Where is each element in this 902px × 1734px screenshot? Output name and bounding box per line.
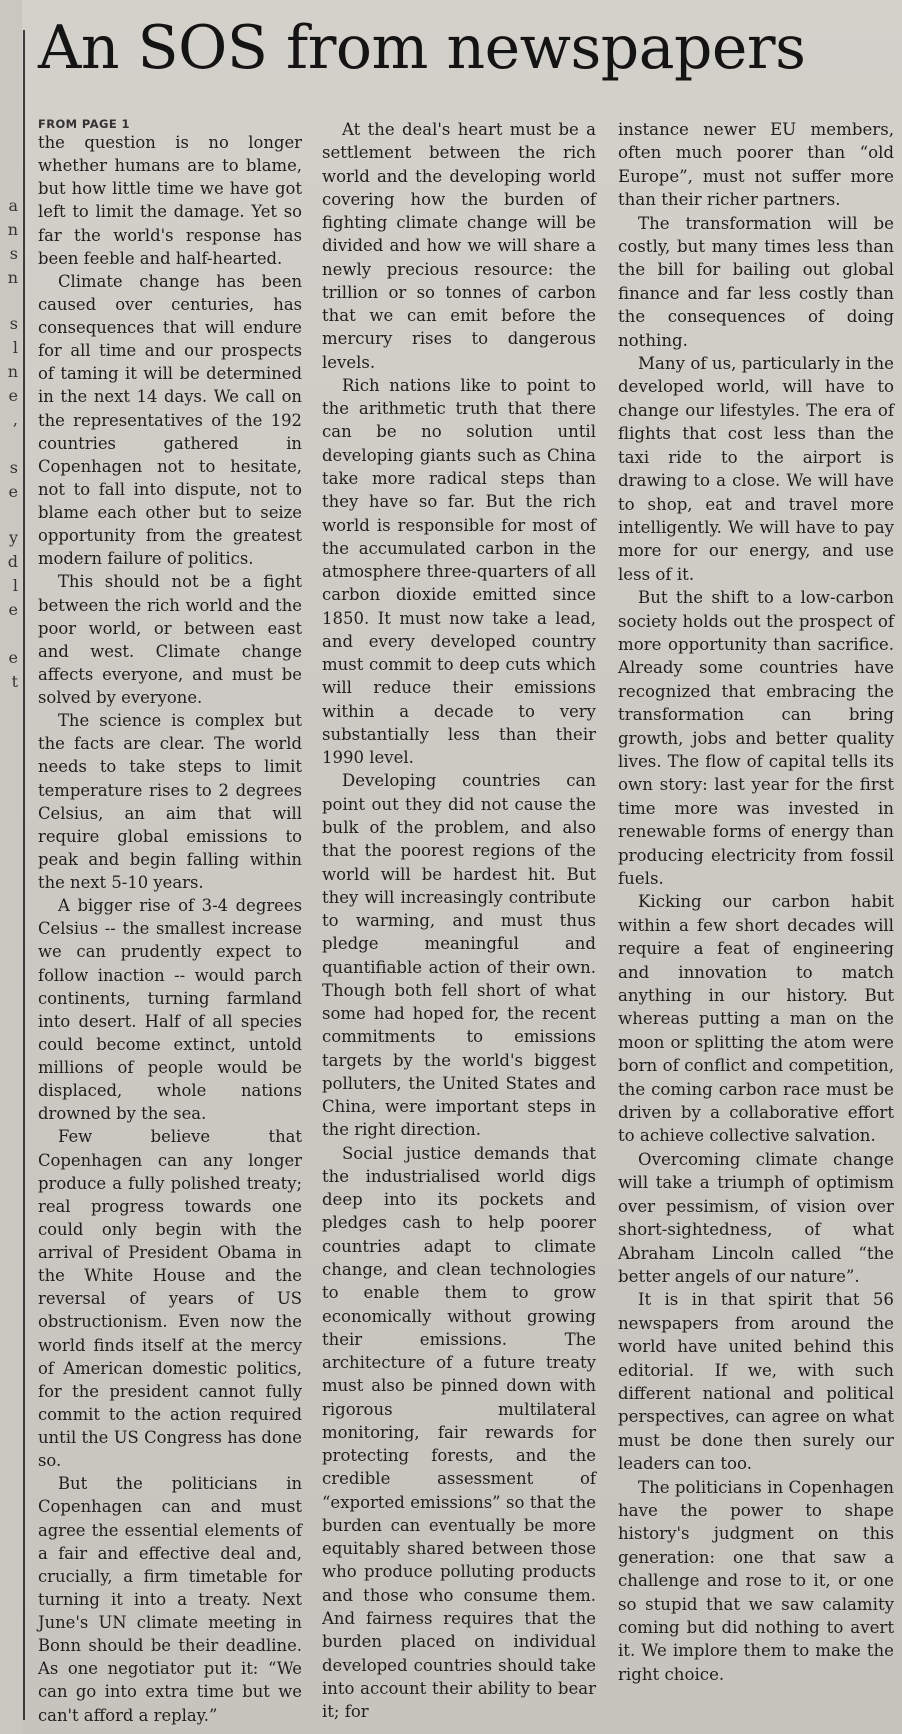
margin-fragment: e — [8, 600, 18, 619]
paragraph: At the deal's heart must be a settlement between the rich world and the developing world covering how the burden of fighting climate change will be divided and how we will share a newly precious resource: the trillion or so tonnes of carbon that we can emit before the mercury rises to dangerous levels. — [322, 120, 596, 372]
paragraph: It is in that spirit that 56 newspapers from around the world have united behind this editorial. If we, with such different national and political perspectives, can agree on what must be done then surely our leaders can too. — [618, 1290, 894, 1474]
column-rule — [23, 30, 25, 1720]
paragraph: But the politicians in Copenhagen can and must agree the essential elements of a fair and effective deal and, crucially, a firm timetable for turning it into a treaty. Next June's UN climate meeting in Bonn should be their deadline. As one negotiator put it: “We can go into extra time but we can't afford a replay.” — [38, 1474, 302, 1725]
margin-fragment: a — [8, 196, 18, 215]
margin-fragment: e — [8, 482, 18, 501]
paragraph: Developing countries can point out they did not cause the bulk of the problem, and also that the poorest regions of the world will be hardest hit. But they will increasingly contribute to warming, and must thus pledge meaningful and quantifiable action of their own. Though both fell short of what some had hoped for, the recent commitments to emissions targets by the world's biggest polluters, the United States and China, were important steps in the right direction. — [322, 771, 596, 1140]
paragraph: the question is no longer whether humans are to blame, but how little time we have got left to limit the damage. Yet so far the world's response has been feeble and half-hearted. — [38, 133, 302, 268]
paragraph: But the shift to a low-carbon society holds out the prospect of more opportunity than sacrifice. Already some countries have recognized that embracing the transformation can bring growth, jobs and better quality lives. The flow of capital tells its own story: last year for the first time more was invested in renewable forms of energy than producing electricity from fossil fuels. — [618, 588, 894, 888]
paragraph: Social justice demands that the industrialised world digs deep into its pockets and pledges cash to help poorer countries adapt to climate change, and clean technologies to enable them to grow economically without growing their emissions. The architecture of a future treaty must also be pinned down with rigorous multilateral monitoring, fair rewards for protecting forests, and the credible assessment of “exported emissions” so that the burden can eventually be more equitably shared between those who produce polluting products and those who consume them. And fairness requires that the burden placed on individual developed countries should take into account their ability to bear it; for — [322, 1143, 596, 1722]
paragraph: instance newer EU members, often much poorer than “old Europe”, must not suffer more than their richer partners. — [618, 120, 894, 210]
article-column-3 — [618, 118, 894, 1686]
paragraph: Overcoming climate change will take a triumph of optimism over pessimism, of vision over short-sightedness, of what Abraham Lincoln called “the better angels of our nature”. — [618, 1149, 894, 1286]
paragraph: A bigger rise of 3-4 degrees Celsius -- the smallest increase we can prudently expect to follow inaction -- would parch continents, turning farmland into desert. Half of all species could become extinct, untold millions of people would be displaced, whole nations drowned by the sea. — [38, 896, 302, 1124]
margin-fragment: s — [9, 458, 18, 477]
margin-fragment: l — [12, 576, 18, 595]
paragraph: Rich nations like to point to the arithmetic truth that there can be no solution until developing giants such as China take more radical steps than they have so far. But the rich world is responsible for most of the accumulated carbon in the atmosphere three-quarters of all carbon dioxide emitted since 1850. It must now take a lead, and every developed country must commit to deep cuts which will reduce their emissions within a decade to very substantially less than their 1990 level. — [322, 375, 596, 768]
margin-fragment: d — [7, 552, 18, 571]
margin-fragment: s — [9, 244, 18, 263]
margin-fragment: e — [8, 648, 18, 667]
margin-fragment: n — [7, 362, 18, 381]
margin-fragment: y — [8, 528, 18, 547]
continuation-kicker: FROM PAGE 1 — [38, 117, 130, 131]
paragraph: The transformation will be costly, but many times less than the bill for bailing out global finance and far less costly than the consequences of doing nothing. — [618, 213, 894, 350]
margin-fragment: s — [9, 314, 18, 333]
article-column-2 — [322, 118, 596, 1723]
margin-fragment: n — [7, 268, 18, 287]
margin-fragment: e — [8, 386, 18, 405]
margin-fragment: t — [11, 672, 18, 691]
paragraph: The politicians in Copenhagen have the power to shape history's judgment on this generation: one that saw a challenge and rose to it, or one so stupid that we saw calamity coming but did nothing to avert it. We implore them to make the right choice. — [618, 1477, 894, 1684]
article-column-1 — [38, 118, 302, 1727]
paragraph: The science is complex but the facts are clear. The world needs to take steps to limit temperature rises to 2 degrees Celsius, an aim that will require global emissions to peak and begin falling within the next 5-10 years. — [38, 711, 302, 892]
margin-fragment: , — [12, 410, 18, 429]
paragraph: This should not be a fight between the rich world and the poor world, or between east and west. Climate change affects everyone, and must be solved by everyone. — [38, 572, 302, 707]
paragraph: Few believe that Copenhagen can any longer produce a fully polished treaty; real progress towards one could only begin with the arrival of President Obama in the White House and the reversal of years of US obstructionism. Even now the world finds itself at the mercy of American domestic politics, for the president cannot fully commit to the action required until the US Congress has done so. — [38, 1127, 302, 1471]
headline: An SOS from newspapers — [38, 13, 806, 83]
paragraph: Kicking our carbon habit within a few short decades will require a feat of engineering and innovation to match anything in our history. But whereas putting a man on the moon or splitting the atom were born of conflict and competition, the coming carbon race must be driven by a collaborative effort to achieve collective salvation. — [618, 892, 894, 1146]
adjacent-column-strip — [0, 0, 22, 1734]
paragraph: Many of us, particularly in the developed world, will have to change our lifestyles. The era of flights that cost less than the taxi ride to the airport is drawing to a close. We will have to shop, eat and travel more intelligently. We will have to pay more for our energy, and use less of it. — [618, 354, 894, 584]
paragraph: Climate change has been caused over centuries, has consequences that will endure for all time and our prospects of taming it will be determined in the next 14 days. We call on the representatives of the 192 countries gathered in Copenhagen not to hesitate, not to fall into dispute, not to blame each other but to seize opportunity from the greatest modern failure of politics. — [38, 271, 302, 569]
margin-fragment: l — [12, 338, 18, 357]
margin-fragment: n — [7, 220, 18, 239]
